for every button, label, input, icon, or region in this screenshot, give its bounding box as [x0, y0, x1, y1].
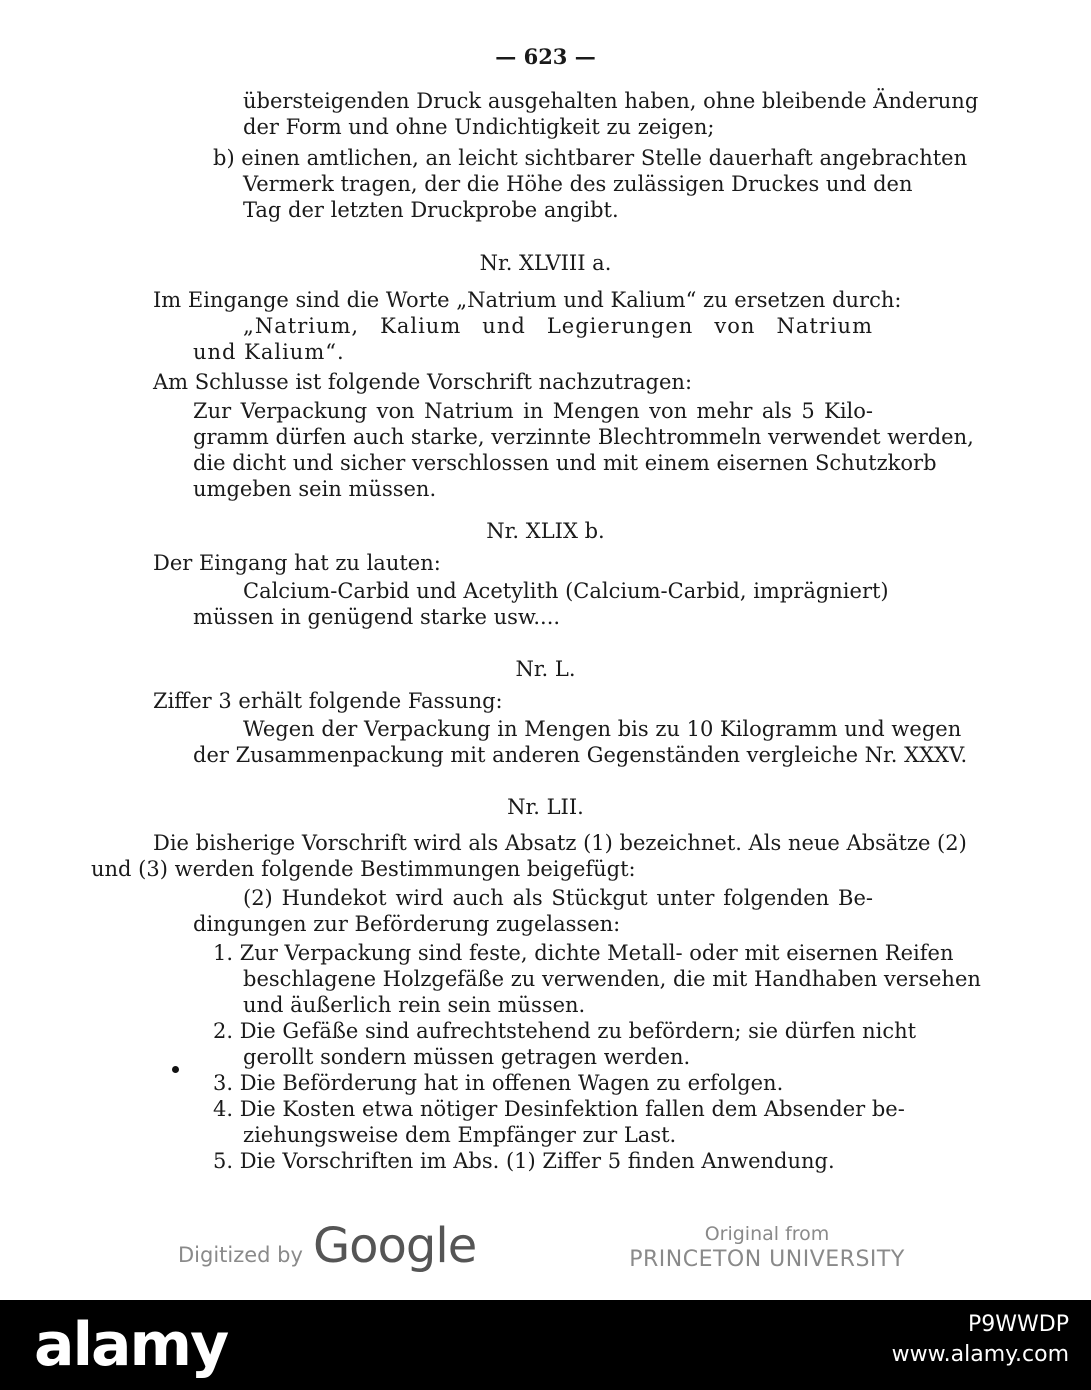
text-line: gramm dürfen auch starke, verzinnte Blechtrommeln verwendet werden,: [193, 425, 974, 449]
list-item: 4. Die Kosten etwa nötiger Desinfektion fallen dem Absender be-: [213, 1097, 905, 1121]
alamy-footer-bar: [0, 1300, 1091, 1390]
text-line: Am Schlusse ist folgende Vorschrift nachzutragen:: [153, 370, 693, 394]
text-line: b) einen amtlichen, an leicht sichtbarer Stelle dauerhaft angebrachten: [213, 146, 968, 170]
text-line: Wegen der Verpackung in Mengen bis zu 10 Kilogramm und wegen: [243, 717, 962, 741]
text-line: und (3) werden folgende Bestimmungen beigefügt:: [91, 857, 636, 881]
text-line: der Form und ohne Undichtigkeit zu zeigen;: [243, 115, 715, 139]
text-line: Calcium-Carbid und Acetylith (Calcium-Carbid, imprägniert): [243, 579, 889, 603]
text-line: (2) Hundekot wird auch als Stückgut unter folgenden Be-: [243, 886, 873, 910]
text-line: und Kalium“.: [193, 340, 345, 364]
section-heading: Nr. XLIX b.: [486, 519, 605, 543]
text-line: beschlagene Holzgefäße zu verwenden, die mit Handhaben versehen: [243, 967, 981, 991]
text-line: der Zusammenpackung mit anderen Gegenständen vergleiche Nr. XXXV.: [193, 743, 968, 767]
list-item: 1. Zur Verpackung sind feste, dichte Metall- oder mit eisernen Reifen: [213, 941, 954, 965]
text-line: Die bisherige Vorschrift wird als Absatz (1) bezeichnet. Als neue Absätze (2): [153, 831, 967, 855]
section-heading: Nr. LII.: [507, 795, 584, 819]
section-heading: Nr. XLVIII a.: [479, 251, 612, 275]
image-id: P9WWDP: [968, 1312, 1069, 1337]
google-logo: Google: [312, 1218, 477, 1274]
text-line: ziehungsweise dem Empfänger zur Last.: [243, 1123, 677, 1147]
site-url: www.alamy.com: [891, 1342, 1069, 1367]
text-line: müssen in genügend starke usw....: [193, 605, 561, 629]
alamy-logo: alamy: [34, 1310, 228, 1380]
list-item: 5. Die Vorschriften im Abs. (1) Ziffer 5 finden Anwendung.: [213, 1149, 835, 1173]
section-heading: Nr. L.: [515, 657, 576, 681]
bullet-mark: [172, 1066, 179, 1073]
text-line: Zur Verpackung von Natrium in Mengen von mehr als 5 Kilo-: [193, 399, 873, 423]
text-line: umgeben sein müssen.: [193, 477, 437, 501]
text-line: dingungen zur Beförderung zugelassen:: [193, 912, 621, 936]
text-line: Der Eingang hat zu lauten:: [153, 551, 441, 575]
text-line: übersteigenden Druck ausgehalten haben, ohne bleibende Änderung: [243, 89, 979, 113]
digitized-by-watermark: [178, 1218, 476, 1274]
text-line: und äußerlich rein sein müssen.: [243, 993, 586, 1017]
list-item: 3. Die Beförderung hat in offenen Wagen zu erfolgen.: [213, 1071, 784, 1095]
list-item: 2. Die Gefäße sind aufrechtstehend zu befördern; sie dürfen nicht: [213, 1019, 917, 1043]
university-text: PRINCETON UNIVERSITY: [629, 1247, 905, 1272]
text-line: die dicht und sicher verschlossen und mit einem eisernen Schutzkorb: [193, 451, 937, 475]
text-line: gerollt sondern müssen getragen werden.: [243, 1045, 691, 1069]
text-line: Im Eingange sind die Worte „Natrium und Kalium“ zu ersetzen durch:: [153, 288, 902, 312]
original-from-text: Original from: [704, 1223, 830, 1245]
text-line: „Natrium, Kalium und Legierungen von Natrium: [243, 314, 873, 338]
digitized-by-text: Digitized by: [178, 1243, 303, 1267]
text-line: Ziffer 3 erhält folgende Fassung:: [153, 689, 503, 713]
text-line: Tag der letzten Druckprobe angibt.: [243, 198, 619, 222]
original-from-watermark: [622, 1222, 912, 1274]
image-id-block: [892, 1310, 1069, 1370]
page-number: — 623 —: [495, 44, 596, 69]
text-line: Vermerk tragen, der die Höhe des zulässigen Druckes und den: [243, 172, 913, 196]
